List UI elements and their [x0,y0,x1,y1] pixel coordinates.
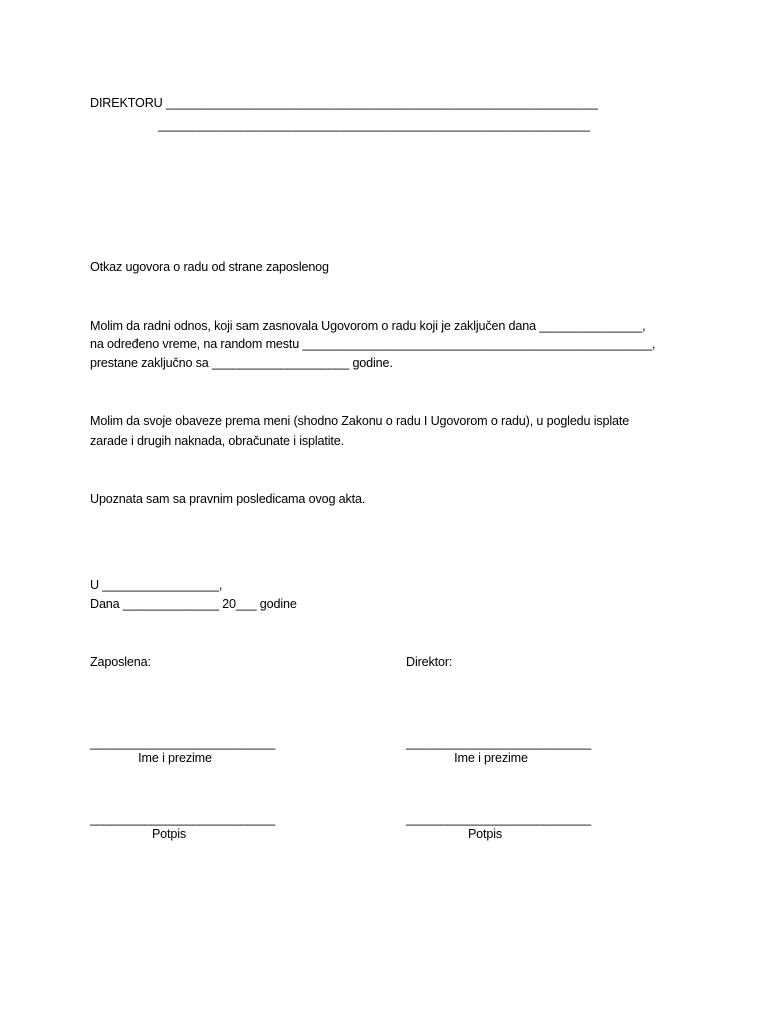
paragraph-1-line-2: na određeno vreme, na random mestu ___________________________________________________, [90,337,656,351]
director-name-line: ___________________________ [406,736,592,750]
paragraph-2-line-1: Molim da svoje obaveze prema meni (shodno Zakonu o radu I Ugovorom o radu), u pogledu isplate [90,414,630,428]
employee-signature-label: Potpis [151,827,187,841]
paragraph-2-line-2: zarade i drugih naknada, obračunate i isplatite. [90,434,344,448]
director-signature-line: ___________________________ [406,812,592,826]
paragraph-1-line-3: prestane zaključno sa ____________________ godine. [90,356,393,370]
document-title: Otkaz ugovora o radu od strane zaposlenog [90,260,329,274]
paragraph-3: Upoznata sam sa pravnim posledicama ovog akta. [90,492,366,506]
place-field: U _________________, [90,578,223,592]
employee-role-label: Zaposlena: [90,655,151,669]
employee-signature-line: ___________________________ [90,812,276,826]
employee-name-line: ___________________________ [90,736,276,750]
addressee-line-2: _______________________________________________________________ [158,118,590,132]
paragraph-1-line-1: Molim da radni odnos, koji sam zasnovala Ugovorom o radu koji je zaključen dana _______________, [90,319,646,333]
director-name-label: Ime i prezime [454,751,528,765]
date-field: Dana ______________ 20___ godine [90,597,297,611]
director-signature-label: Potpis [467,827,503,841]
director-role-label: Direktor: [406,655,453,669]
employee-name-label: Ime i prezime [138,751,212,765]
addressee-line: DIREKTORU _______________________________________________________________ [90,96,598,110]
